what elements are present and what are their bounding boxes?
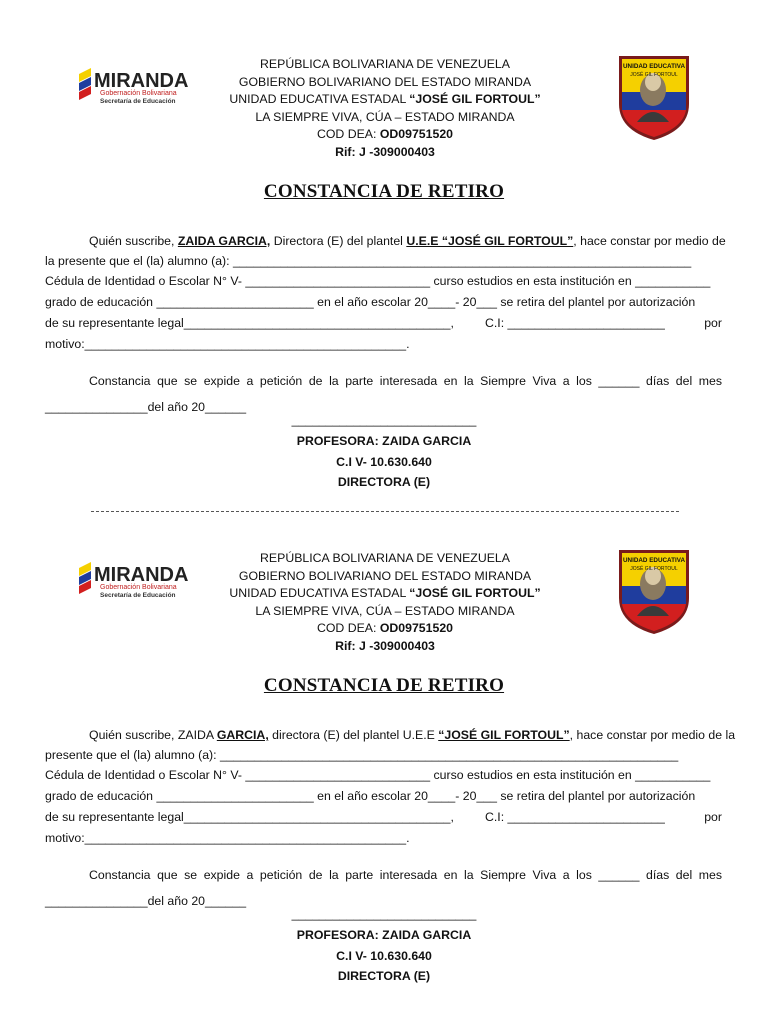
cod-dea-label: COD DEA: — [316, 621, 380, 635]
body-por-text: por — [704, 810, 722, 824]
body-line-motivo: motivo:_______________________________________________. — [45, 831, 410, 845]
header-line-unidad — [180, 91, 590, 109]
header-line-republica: REPÚBLICA BOLIVARIANA DE VENEZUELA — [260, 57, 510, 71]
header-school-name: “JOSÉ GIL FORTOUL” — [409, 586, 541, 600]
body-line-alumno: la presente que el (la) alumno (a): ___________________________________________________________________ — [45, 254, 692, 268]
signature-line: ___________________________ — [291, 413, 477, 427]
body-line-alumno: presente que el (la) alumno (a): ___________________________________________________________________ — [45, 748, 679, 762]
body-line-cedula: Cédula de Identidad o Escolar N° V- ___________________________ curso estudios en esta institución en ___________ — [45, 768, 711, 782]
signature-role: DIRECTORA (E) — [337, 475, 431, 489]
body-ci-text: C.I: _______________________ — [485, 810, 665, 824]
miranda-logo-text: MIRANDA — [94, 70, 189, 92]
body-line-1 — [45, 231, 726, 251]
header-line-unidad — [180, 585, 590, 603]
body-text-directora: directora (E) del plantel U.E.E — [268, 728, 439, 742]
school-emblem — [615, 52, 693, 142]
body-director-name: GARCIA, — [216, 728, 269, 742]
miranda-logo-sub1: Gobernación Bolivariana — [100, 90, 177, 97]
body-line-grado: grado de educación _______________________ en el año escolar 20____- 20___ se retira del plantel por autorización — [45, 789, 696, 803]
body-text-quien: Quién suscribe, ZAIDA — [89, 728, 217, 742]
header-line-cod-dea — [180, 126, 590, 144]
signature-ci: C.I V- 10.630.640 — [336, 455, 432, 469]
header-unidad-prefix: UNIDAD EDUCATIVA ESTADAL — [229, 586, 410, 600]
document-header — [180, 56, 590, 161]
miranda-logo-text: MIRANDA — [94, 564, 189, 586]
body-line-cedula: Cédula de Identidad o Escolar N° V- ___________________________ curso estudios en esta institución en ___________ — [45, 274, 711, 288]
emblem-text-bottom: JOSÉ GIL FORTOUL — [630, 566, 678, 572]
emblem-text-top: UNIDAD EDUCATIVA — [622, 557, 686, 564]
cod-dea-label: COD DEA: — [316, 127, 380, 141]
document-title: CONSTANCIA DE RETIRO — [263, 675, 505, 696]
body-line-fecha: _______________del año 20______ — [45, 400, 247, 414]
signature-name: PROFESORA: ZAIDA GARCIA — [296, 928, 472, 942]
body-text-quien: Quién suscribe, — [89, 234, 178, 248]
body-text-hace-constar: , hace constar por medio de — [573, 234, 726, 248]
body-director-name: ZAIDA GARCIA, — [177, 234, 271, 248]
body-por-text: por — [704, 316, 722, 330]
miranda-logo — [77, 556, 192, 606]
body-line-1 — [45, 725, 736, 745]
document-title: CONSTANCIA DE RETIRO — [263, 181, 505, 202]
miranda-logo — [77, 62, 192, 112]
header-line-address: LA SIEMPRE VIVA, CÚA – ESTADO MIRANDA — [255, 109, 515, 124]
header-school-name: “JOSÉ GIL FORTOUL” — [409, 92, 541, 106]
header-unidad-prefix: UNIDAD EDUCATIVA ESTADAL — [229, 92, 410, 106]
body-representante-text: de su representante legal_______________________________________, — [45, 810, 454, 824]
body-representante-text: de su representante legal_______________________________________, — [45, 316, 454, 330]
emblem-text-top: UNIDAD EDUCATIVA — [622, 63, 686, 70]
body-line-grado: grado de educación _______________________ en el año escolar 20____- 20___ se retira del plantel por autorización — [45, 295, 696, 309]
header-line-address: LA SIEMPRE VIVA, CÚA – ESTADO MIRANDA — [255, 603, 515, 618]
body-line-representante — [45, 313, 722, 333]
miranda-logo-sub2: Secretaría de Educación — [100, 592, 176, 599]
body-school-name: U.E.E “JOSÉ GIL FORTOUL” — [406, 234, 574, 248]
miranda-logo-sub2: Secretaría de Educación — [100, 98, 176, 105]
signature-line: ___________________________ — [291, 907, 477, 921]
header-line-cod-dea — [180, 620, 590, 638]
cod-dea-value: OD09751520 — [379, 127, 454, 141]
signature-name: PROFESORA: ZAIDA GARCIA — [296, 434, 472, 448]
header-line-gobierno: GOBIERNO BOLIVARIANO DEL ESTADO MIRANDA — [238, 568, 532, 583]
body-line-constancia — [45, 371, 722, 391]
body-line-fecha: _______________del año 20______ — [45, 894, 247, 908]
header-line-rif: Rif: J -309000403 — [335, 638, 435, 653]
document-header — [180, 550, 590, 655]
signature-ci: C.I V- 10.630.640 — [336, 949, 432, 963]
header-line-gobierno: GOBIERNO BOLIVARIANO DEL ESTADO MIRANDA — [238, 74, 532, 89]
constancia-copy-2 — [0, 494, 768, 988]
body-line-constancia — [45, 865, 722, 885]
body-ci-text: C.I: _______________________ — [485, 316, 665, 330]
school-emblem — [615, 546, 693, 636]
body-text-directora: Directora (E) del plantel — [270, 234, 407, 248]
signature-role: DIRECTORA (E) — [337, 969, 431, 983]
body-line-representante — [45, 807, 722, 827]
emblem-text-bottom: JOSÉ GIL FORTOUL — [630, 72, 678, 78]
constancia-copy-1 — [0, 0, 768, 494]
body-constancia-text: Constancia que se expide a petición de la parte interesada en la Siempre Viva a los ______ días del mes — [89, 868, 722, 882]
body-school-name: “JOSÉ GIL FORTOUL” — [438, 728, 570, 742]
body-line-motivo: motivo:_______________________________________________. — [45, 337, 410, 351]
miranda-logo-sub1: Gobernación Bolivariana — [100, 584, 177, 591]
header-line-rif: Rif: J -309000403 — [335, 144, 435, 159]
body-text-hace-constar: , hace constar por medio de la — [569, 728, 736, 742]
body-constancia-text: Constancia que se expide a petición de la parte interesada en la Siempre Viva a los ______ días del mes — [89, 374, 722, 388]
header-line-republica: REPÚBLICA BOLIVARIANA DE VENEZUELA — [260, 551, 510, 565]
cod-dea-value: OD09751520 — [379, 621, 454, 635]
